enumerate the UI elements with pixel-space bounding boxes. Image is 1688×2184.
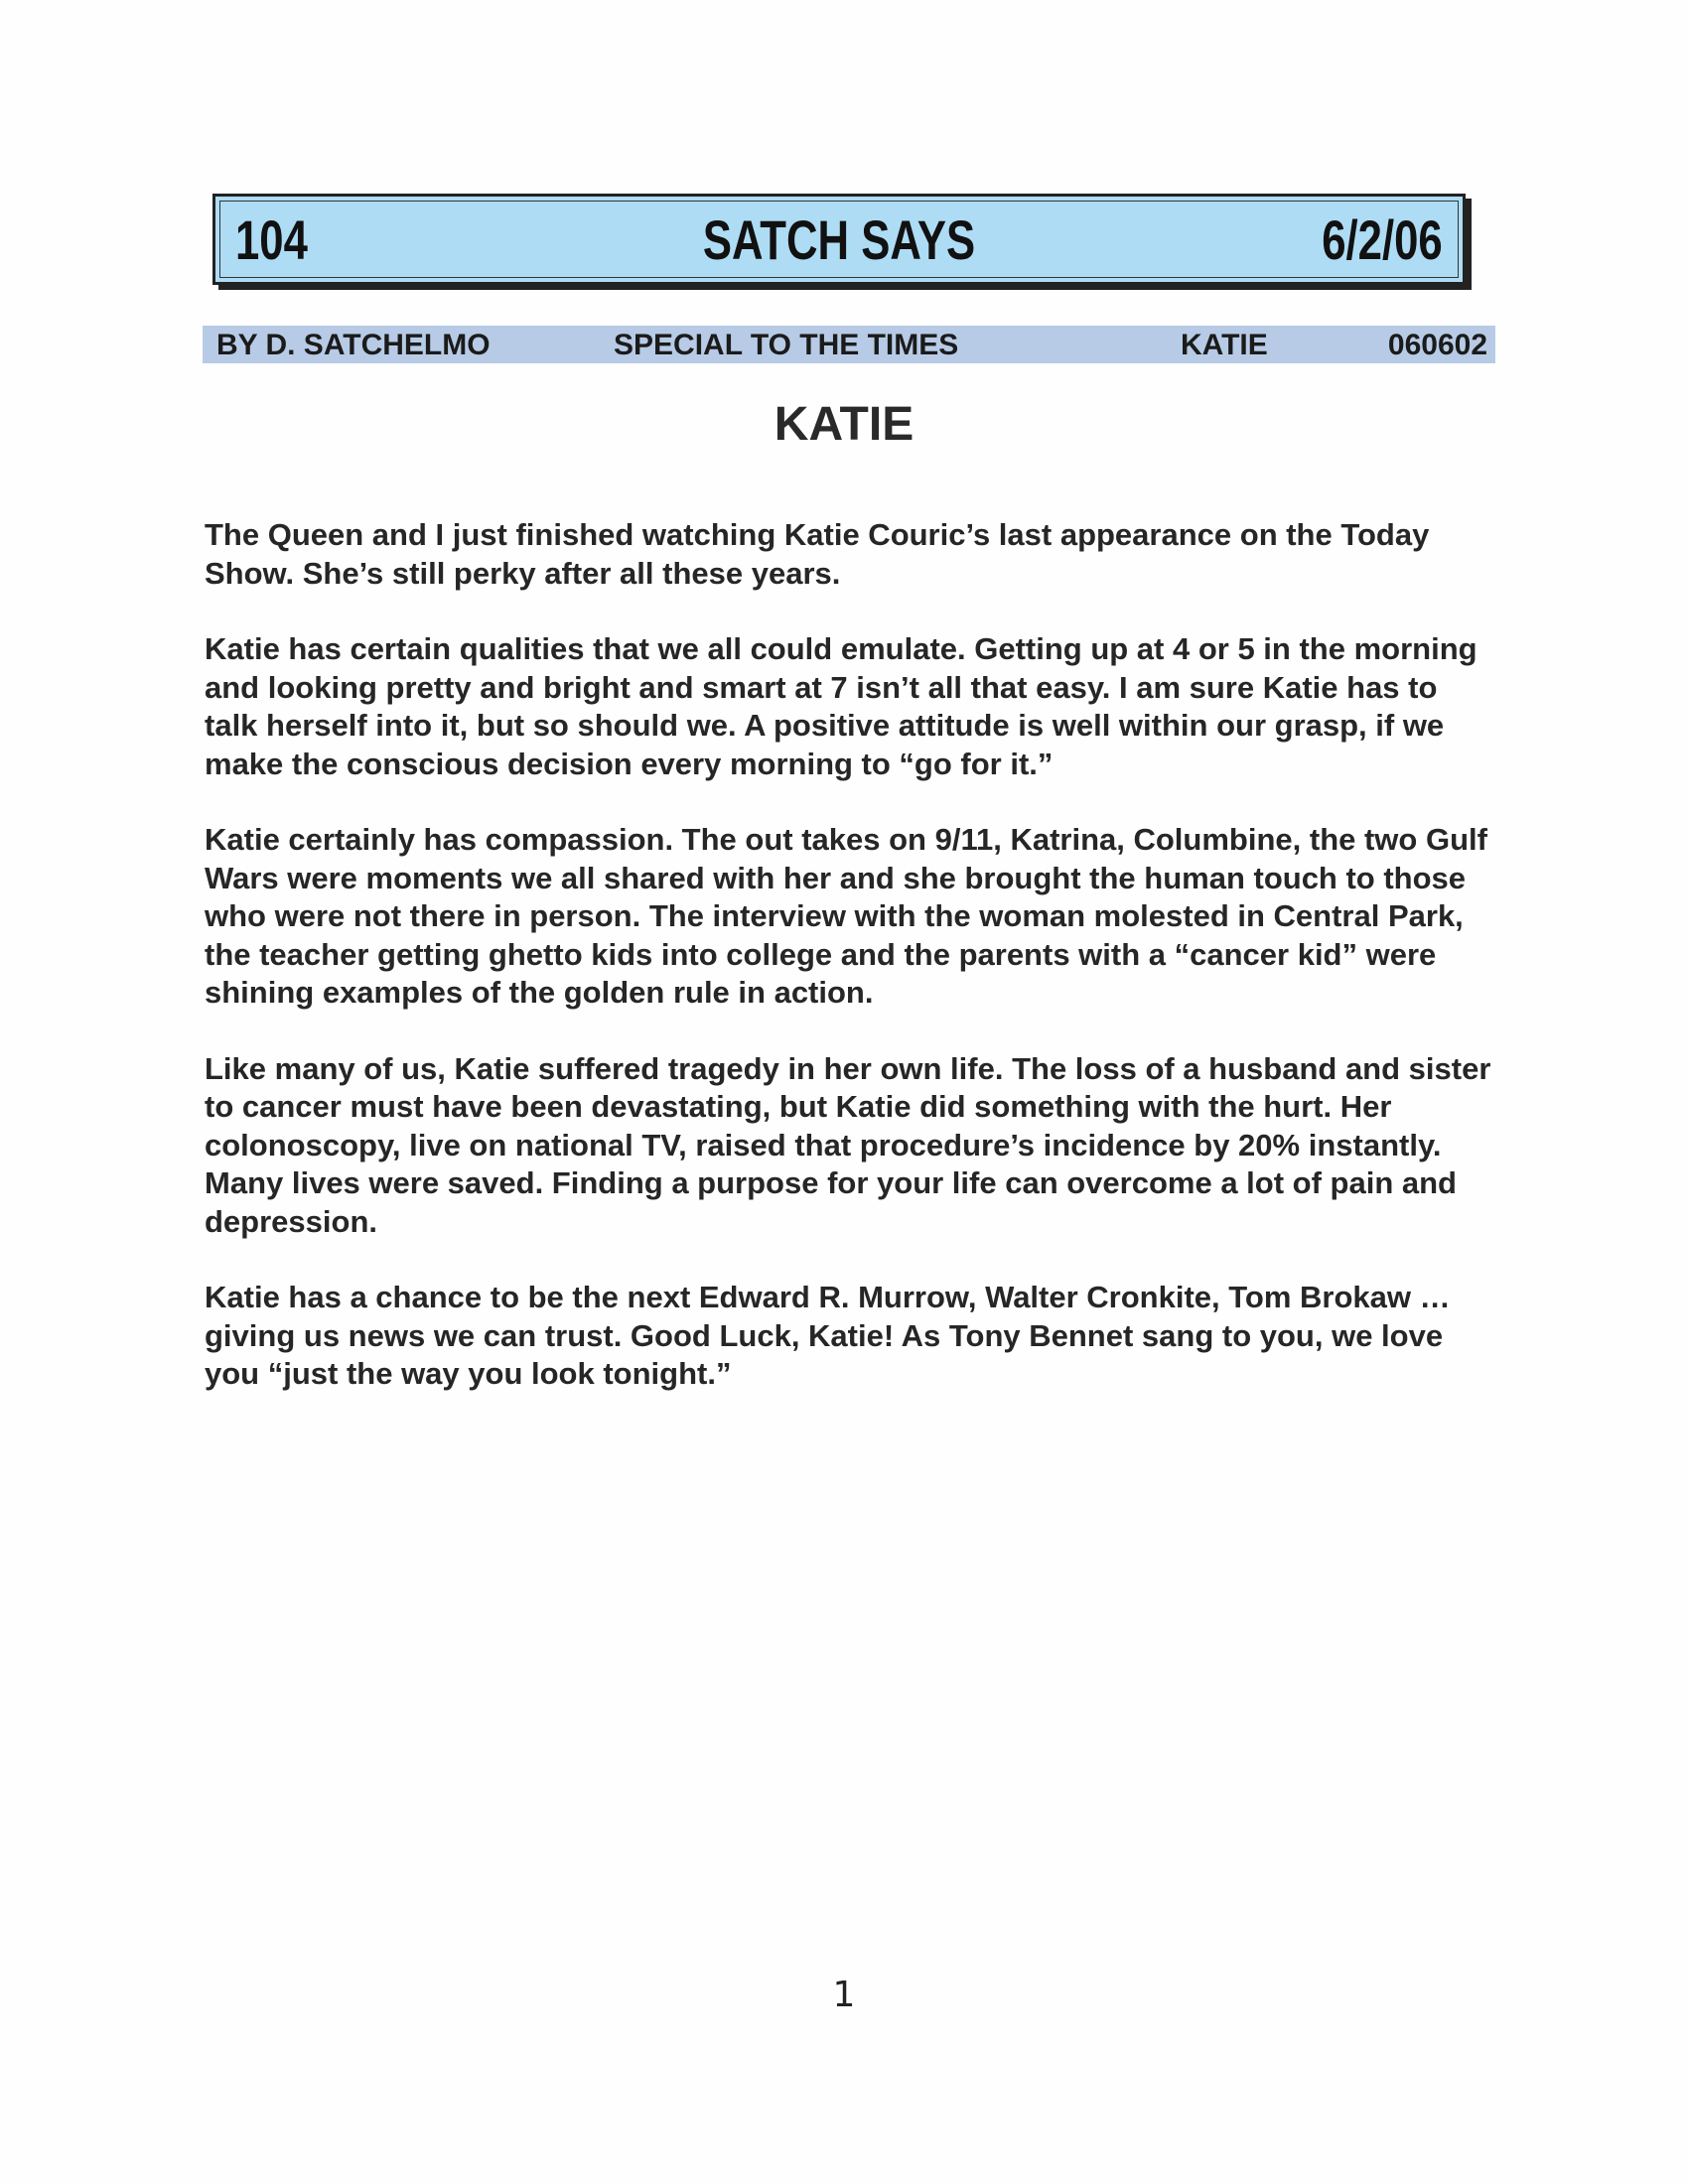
article-body — [205, 516, 1495, 1432]
byline-code: 060602 — [1387, 329, 1487, 361]
paragraph-4: Like many of us, Katie suffered tragedy in her own life. The loss of a husband and sister to cancer must have been devastating, but Katie did something with the hurt. Her colonoscopy, live on national TV, raised that procedure’s incidence by 20% instantly. Many lives were saved. Finding a purpose for your life can overcome a lot of pain and depression. — [205, 1050, 1491, 1239]
issue-number: 104 — [235, 208, 308, 271]
paragraph-2: Katie has certain qualities that we all could emulate. Getting up at 4 or 5 in the morning and looking pretty and bright and smart at 7 isn’t all that easy. I am sure Katie has to talk herself into it, but so should we. A positive attitude is well within our grasp, if we make the conscious decision every morning to “go for it.” — [205, 631, 1477, 781]
byline-slug: KATIE — [1181, 329, 1268, 361]
column-title: SATCH SAYS — [702, 208, 976, 271]
masthead-banner — [212, 194, 1466, 285]
byline-bar — [203, 326, 1495, 363]
paragraph-5: Katie has a chance to be the next Edward R. Murrow, Walter Cronkite, Tom Brokaw … giving us news we can trust. Good Luck, Katie! As Tony Bennet sang to you, we love you “just the way you look tonight.” — [205, 1280, 1451, 1391]
issue-date: 6/2/06 — [1322, 208, 1443, 271]
page-number: 1 — [832, 1975, 856, 2015]
paragraph-1: The Queen and I just finished watching Katie Couric’s last appearance on the Today Show. She’s still perky after all these years. — [205, 517, 1430, 591]
paragraph-3: Katie certainly has compassion. The out takes on 9/11, Katrina, Columbine, the two Gulf Wars were moments we all shared with her and she brought the human touch to those who were not there in person. The interview with the woman molested in Central Park, the teacher getting ghetto kids into college and the parents with a “cancer kid” were shining examples of the golden rule in action. — [205, 822, 1487, 1010]
byline-author: BY D. SATCHELMO — [216, 329, 491, 361]
byline-special: SPECIAL TO THE TIMES — [614, 329, 959, 361]
article-headline: KATIE — [774, 398, 914, 451]
